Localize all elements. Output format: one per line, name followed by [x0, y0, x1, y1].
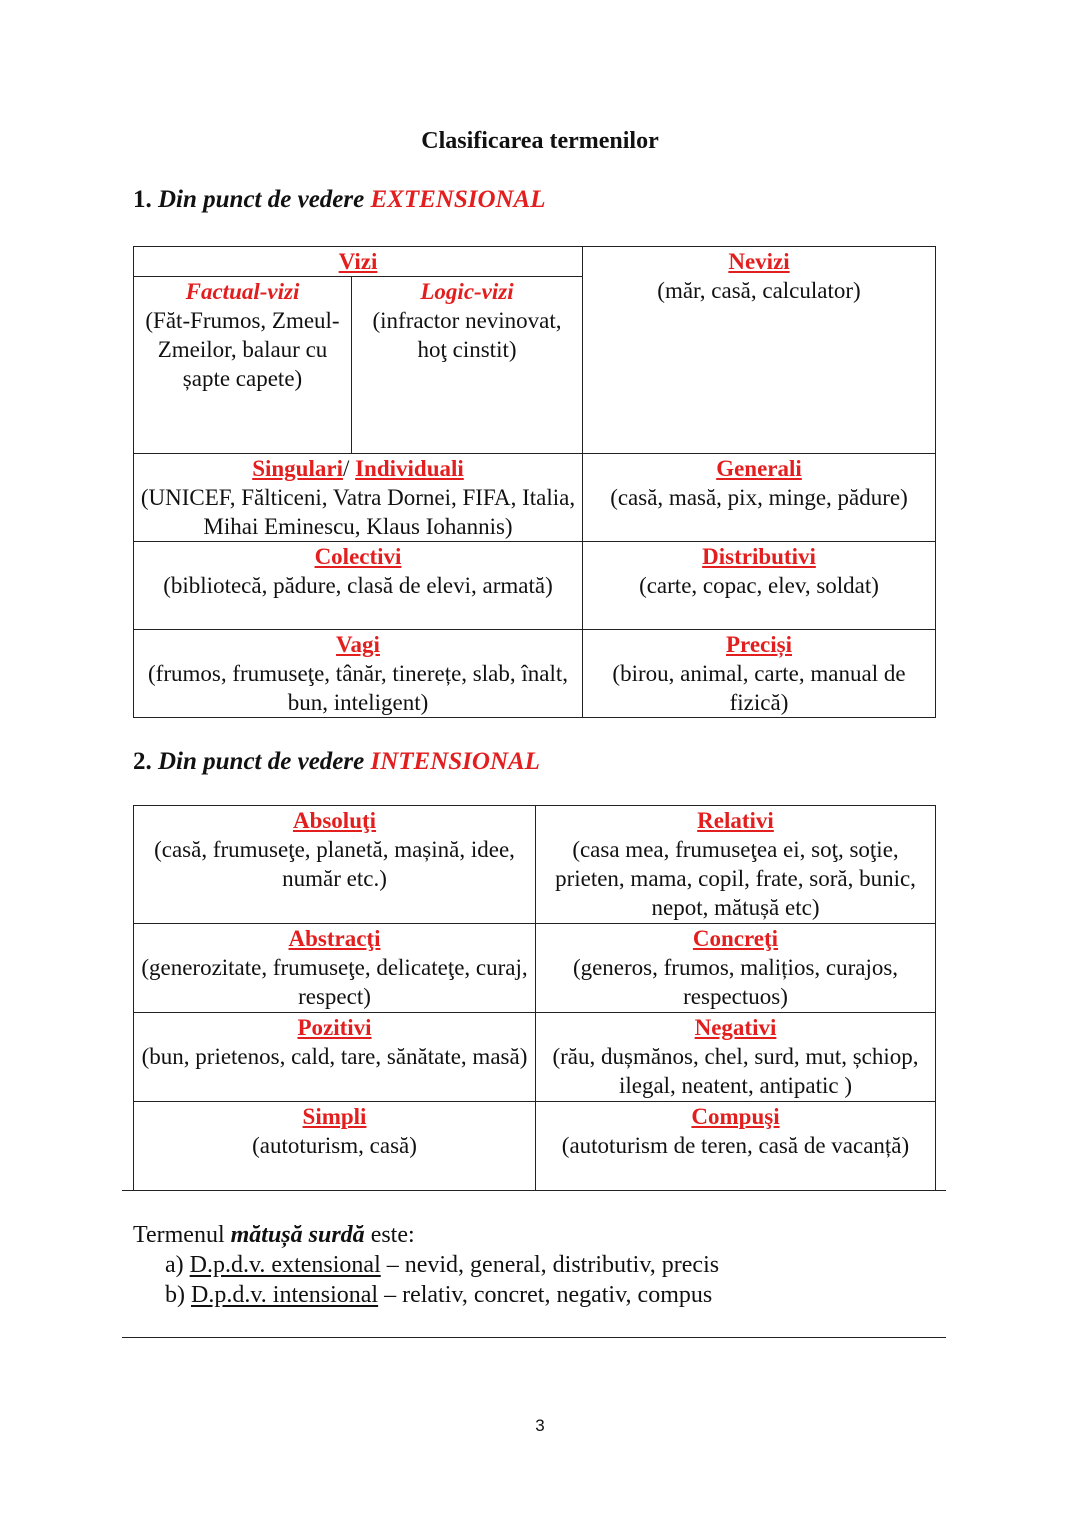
abstracti-cell: [134, 924, 536, 1013]
logic-vizi-examples: (infractor nevinovat, hoţ cinstit): [372, 308, 562, 362]
summary-block: [133, 1220, 719, 1310]
page-number: 3: [535, 1416, 545, 1435]
precisi-examples: (birou, animal, carte, manual de fizică): [612, 661, 906, 715]
pozitivi-cell: [134, 1013, 536, 1102]
section-2-lead: Din punct de vedere: [158, 748, 365, 775]
logic-vizi-label: Logic-vizi: [420, 279, 514, 304]
relativi-label: Relativi: [697, 808, 774, 833]
singulari-label: Singulari: [252, 456, 343, 481]
factual-vizi-examples: (Făt-Frumos, Zmeul-Zmeilor, balaur cu șapte capete): [145, 308, 340, 391]
compusi-examples: (autoturism de teren, casă de vacanță): [561, 1133, 910, 1158]
summary-term: mătușă surdă: [230, 1222, 365, 1248]
extensional-table: [133, 246, 936, 718]
vizi-header-cell: [134, 247, 583, 277]
simpli-label: Simpli: [302, 1104, 367, 1129]
summary-intro-before: Termenul: [133, 1222, 225, 1248]
colectivi-label: Colectivi: [314, 544, 402, 569]
section-2-number: 2.: [133, 748, 152, 775]
absoluti-examples: (casă, frumuseţe, planetă, mașină, idee, număr etc.): [154, 837, 515, 891]
generali-label: Generali: [716, 456, 802, 481]
compusi-cell: [536, 1102, 936, 1191]
summary-item-label: D.p.d.v. intensional: [191, 1282, 379, 1308]
summary-item-marker: a): [165, 1252, 184, 1278]
distributivi-cell: [583, 542, 936, 630]
summary-item-text: – relativ, concret, negativ, compus: [384, 1282, 713, 1308]
generali-cell: [583, 454, 936, 542]
summary-list: [133, 1250, 719, 1310]
singulari-examples: (UNICEF, Fălticeni, Vatra Dornei, FIFA, Italia, Mihai Eminescu, Klaus Iohannis): [140, 485, 576, 539]
concreti-examples: (generos, frumos, malițios, curajos, respectuos): [572, 955, 899, 1009]
summary-item-a: [165, 1250, 719, 1280]
abstracti-examples: (generozitate, frumuseţe, delicateţe, curaj, respect): [141, 955, 528, 1009]
nevizi-examples: (măr, casă, calculator): [657, 278, 861, 303]
summary-intro-after: este:: [370, 1222, 415, 1248]
factual-vizi-label: Factual-vizi: [185, 279, 300, 304]
section-1-keyword: EXTENSIONAL: [370, 186, 546, 213]
simpli-examples: (autoturism, casă): [252, 1133, 417, 1158]
distributivi-examples: (carte, copac, elev, soldat): [639, 573, 879, 598]
colectivi-cell: [134, 542, 583, 630]
relativi-examples: (casa mea, frumuseţea ei, soţ, soţie, prieten, mama, copil, frate, soră, bunic, nepot, mătușă etc): [555, 837, 916, 920]
concreti-label: Concreţi: [692, 926, 779, 951]
singulari-cell: [134, 454, 583, 542]
compusi-label: Compuşi: [691, 1104, 780, 1129]
abstracti-label: Abstracţi: [288, 926, 381, 951]
precisi-cell: [583, 630, 936, 718]
pozitivi-examples: (bun, prietenos, cald, tare, sănătate, masă): [141, 1044, 528, 1069]
individuali-label: Individuali: [355, 456, 464, 481]
summary-item-text: – nevid, general, distributiv, precis: [386, 1252, 720, 1278]
section-2-keyword: INTENSIONAL: [370, 748, 540, 775]
section-1-heading: [133, 186, 546, 214]
divider-bottom: [122, 1337, 946, 1338]
summary-intro: [133, 1220, 719, 1250]
page-title: Clasificarea termenilor: [421, 128, 659, 154]
vagi-label: Vagi: [336, 632, 380, 657]
summary-item-b: [165, 1280, 719, 1310]
negativi-cell: [536, 1013, 936, 1102]
absoluti-cell: [134, 806, 536, 924]
pozitivi-label: Pozitivi: [297, 1015, 372, 1040]
section-1-lead: Din punct de vedere: [158, 186, 365, 213]
section-1-number: 1.: [133, 186, 152, 213]
factual-vizi-cell: [134, 277, 352, 454]
simpli-cell: [134, 1102, 536, 1191]
nevizi-label: Nevizi: [728, 249, 790, 274]
generali-examples: (casă, masă, pix, minge, pădure): [610, 485, 908, 510]
vagi-examples: (frumos, frumuseţe, tânăr, tinerețe, slab, înalt, bun, inteligent): [148, 661, 568, 715]
distributivi-label: Distributivi: [702, 544, 816, 569]
absoluti-label: Absoluţi: [292, 808, 377, 833]
divider-top: [122, 1190, 946, 1191]
concreti-cell: [536, 924, 936, 1013]
summary-item-marker: b): [165, 1282, 185, 1308]
precisi-label: Preciși: [726, 632, 792, 657]
summary-item-label: D.p.d.v. extensional: [189, 1252, 381, 1278]
negativi-label: Negativi: [694, 1015, 777, 1040]
relativi-cell: [536, 806, 936, 924]
negativi-examples: (rău, dușmănos, chel, surd, mut, șchiop, ilegal, neatent, antipatic ): [552, 1044, 919, 1098]
colectivi-examples: (bibliotecă, pădure, clasă de elevi, armată): [163, 573, 553, 598]
singulari-separator: /: [342, 456, 350, 481]
vizi-label: Vizi: [338, 249, 378, 274]
section-2-heading: [133, 748, 540, 776]
intensional-table: [133, 805, 936, 1191]
logic-vizi-cell: [352, 277, 583, 454]
nevizi-cell: [583, 247, 936, 454]
vagi-cell: [134, 630, 583, 718]
